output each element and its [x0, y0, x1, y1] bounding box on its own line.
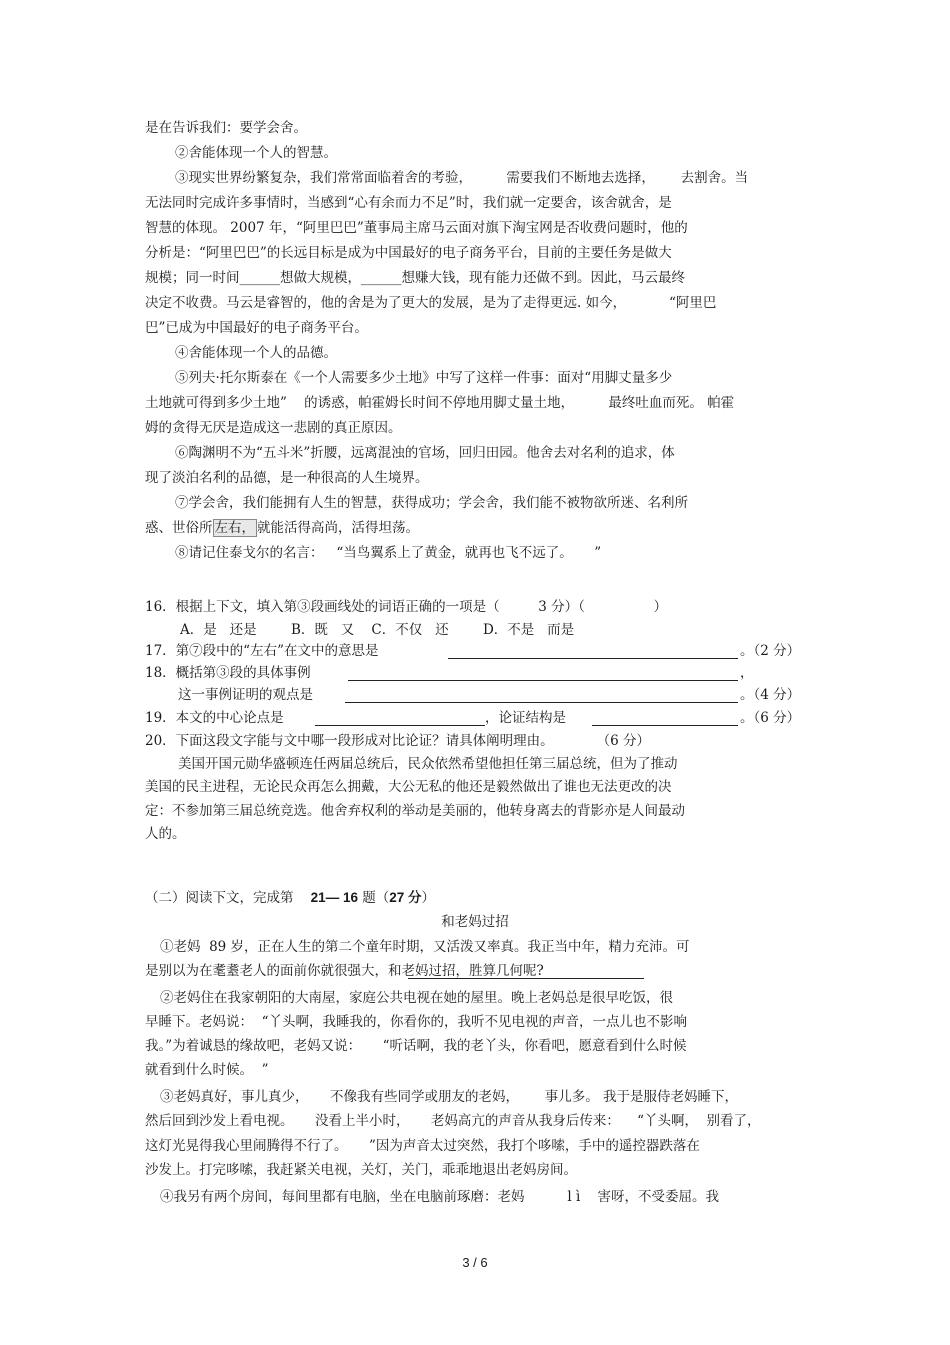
question-18-part2: 这一事例证明的观点是: [178, 687, 313, 703]
text-line: ③现实世界纷繁复杂，我们常常面临着舍的考验， 需要我们不断地去选择， 去割舍。当: [175, 170, 749, 186]
question-17: 17．第⑦段中的“左右”在文中的意思是: [145, 643, 379, 659]
text-line: 就看到什么时候。 ”: [145, 1062, 269, 1078]
text-line: 早睡下。老妈说： “丫头啊，我睡我的，你看你的，我听不见电视的声音，一点儿也不影响: [145, 1014, 687, 1030]
text-line: 巴”已成为中国最好的电子商务平台。: [145, 320, 368, 336]
score-label: 。（6 分）: [740, 710, 801, 726]
text-line: ⑥陶渊明不为“五斗米”折腰，远离混浊的官场，回归田园。他舍去对名利的追求，体: [175, 445, 675, 461]
text-line: ⑤列夫·托尔斯泰在《一个人需要多少土地》中写了这样一件事：面对“用脚丈量多少: [175, 370, 673, 386]
text-line: 现了淡泊名利的品德，是一种很高的人生境界。: [145, 470, 429, 486]
paragraph-heading: ②舍能体现一个人的智慧。: [175, 145, 337, 161]
text-line: ⑦学会舍，我们能拥有人生的智慧，获得成功；学会舍，我们能不被物欲所迷、名利所: [175, 495, 688, 511]
quote-line: ⑧请记住泰戈尔的名言： “当鸟翼系上了黄金，就再也飞不远了。 ”: [175, 545, 602, 561]
text-line: 姆的贪得无厌是造成这一悲剧的真正原因。: [145, 420, 402, 436]
text-line: 然后回到沙发上看电视。 没看上半小时， 老妈高亢的声音从我身后传来： “丫头啊， 别看了，: [145, 1113, 761, 1129]
answer-blank[interactable]: [315, 725, 485, 726]
text-line: ③老妈真好，事儿真少， 不像我有些同学或朋友的老妈， 事儿多。 我于是服侍老妈睡下，: [160, 1089, 738, 1105]
answer-blank[interactable]: [592, 725, 738, 726]
score-label: 。（2 分）: [740, 643, 801, 659]
text-line: ②老妈住在我家朝阳的大南屋，家庭公共电视在她的屋里。晚上老妈总是很早吃饭，很: [160, 990, 673, 1006]
passage-line: 定：不参加第三届总统竞选。他舍弃权利的举动是美丽的，他转身离去的背影亦是人间最动: [145, 803, 685, 819]
text-line: 决定不收费。马云是睿智的，他的舍是为了更大的发展，是为了走得更远. 如今， “阿里巴: [145, 295, 717, 311]
text-line: ④我另有两个房间，每间里都有电脑，坐在电脑前琢磨：老妈 l ì 害呀，不受委屈。我: [160, 1189, 720, 1205]
answer-blank[interactable]: [348, 680, 738, 681]
passage-line: 美国的民主进程，无论民众再怎么拥戴，大公无私的他还是毅然做出了谁也无法更改的决: [145, 779, 672, 795]
text-line: 土地就可得到多少土地” 的诱惑，帕霍姆长时间不停地用脚丈量土地， 最终吐血而死。 帕霍: [145, 395, 735, 411]
section-header: （二）阅读下文，完成第 21— 16 题（27 分）: [145, 890, 436, 906]
answer-blank[interactable]: [345, 702, 738, 703]
text-line: 分析是：“阿里巴巴”的长远目标是成为中国最好的电子商务平台，目前的主要任务是做大: [145, 245, 672, 261]
question-16: 16．根据上下文，填入第③段画线处的词语正确的一项是（ 3 分）（ ）: [145, 599, 668, 615]
text-line: 无法同时完成许多事情时，当感到“心有余而力不足”时，我们就一定要舍，该舍就舍，是: [145, 195, 672, 211]
text-line: 我。”为着诚恳的缘故吧，老妈又说： “听话啊，我的老丫头，你看吧，愿意看到什么时候: [145, 1038, 687, 1054]
text-line: 规模；同一时间______想做大规模，______想赚大钱，现有能力还做不到。因此，马云最终: [145, 270, 685, 286]
article-title: 和老妈过招: [441, 914, 509, 930]
question-18: 18．概括第③段的具体事例: [145, 665, 311, 681]
score-label: 。（4 分）: [740, 687, 801, 703]
question-19-mid: ，论证结构是: [485, 710, 566, 726]
passage-line: 美国开国元勋华盛顿连任两届总统后，民众依然希望他担任第三届总统，但为了推动: [178, 756, 678, 772]
answer-blank[interactable]: [448, 658, 738, 659]
page-number: 3 / 6: [462, 1255, 488, 1270]
paragraph-heading: ④舍能体现一个人的品德。: [175, 345, 337, 361]
punctuation: ，: [740, 665, 754, 681]
text-line: 是在告诉我们：要学会舍。: [145, 120, 307, 136]
passage-line: 人的。: [145, 826, 186, 842]
text-line: 是别以为在耄耋老人的面前你就很强大，和老妈过招，胜算几何呢?: [145, 963, 544, 979]
text-line: ①老妈 89 岁，正在人生的第二个童年时期，又活泼又率真。我正当中年，精力充沛。可: [160, 939, 690, 955]
text-line: 智慧的体现。 2007 年，“阿里巴巴”董事局主席马云面对旗下淘宝网是否收费问题时，他的: [145, 220, 688, 236]
text-line: 沙发上。打完哆嗦，我赶紧关电视，关灯，关门，乖乖地退出老妈房间。: [145, 1162, 577, 1178]
underline-mark: [408, 978, 644, 979]
question-16-options: A．是 还是 B．既 又 C．不仅 还 D．不是 而是: [180, 622, 575, 638]
question-20: 20．下面这段文字能与文中哪一段形成对比论证？请具体阐明理由。 （6 分）: [145, 733, 650, 749]
text-line: 惑、世俗所 左右， 就能活得高尚，活得坦荡。: [145, 520, 419, 536]
text-line: 这灯光晃得我心里闹腾得不行了。 ”因为声音太过突然，我打个哆嗦，手中的遥控器跌落在: [145, 1138, 700, 1154]
highlighted-word: 左右，: [214, 520, 255, 536]
question-19: 19．本文的中心论点是: [145, 710, 284, 726]
